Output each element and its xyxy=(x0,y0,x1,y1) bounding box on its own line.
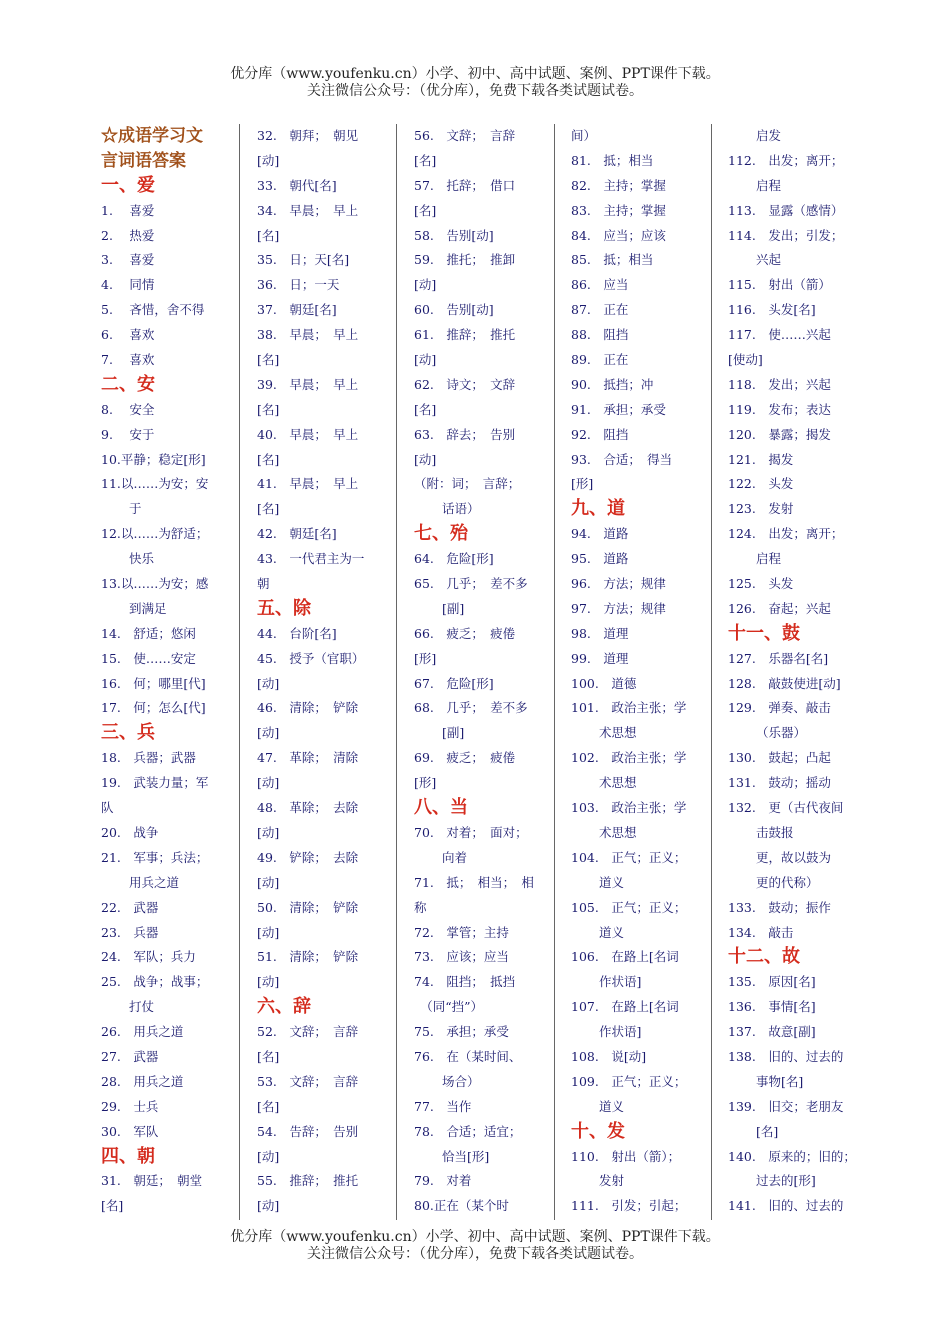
answer-item: 52. 文辞； 言辞 xyxy=(257,1024,359,1040)
answer-item: 朝 xyxy=(257,576,270,592)
answer-item: 63. 辞去； 告别 xyxy=(414,426,516,442)
answer-item: 队 xyxy=(101,800,114,816)
section-heading: 七、殆 xyxy=(414,523,468,545)
answer-item: 59. 推托； 推卸 xyxy=(414,252,516,268)
answer-item: 30. 军队 xyxy=(101,1123,159,1139)
answer-item: 82. 主持；掌握 xyxy=(571,177,666,193)
answer-item: 28. 用兵之道 xyxy=(101,1073,184,1089)
answer-item: 43. 一代君主为一 xyxy=(257,551,365,567)
answer-item-continuation: 术思想 xyxy=(599,725,637,741)
header-line-2: 关注微信公众号：（优分库），免费下载各类试题试卷。 xyxy=(307,83,643,99)
answer-item: [名] xyxy=(257,451,280,467)
answer-item: 134. 敲击 xyxy=(728,924,794,940)
answer-item: 100. 道德 xyxy=(571,675,637,691)
page-footer xyxy=(0,1229,950,1263)
answer-item-continuation: [副] xyxy=(442,725,465,741)
answer-item-continuation: 快乐 xyxy=(129,551,155,567)
answer-item: 45. 授予（官职） xyxy=(257,650,365,666)
answer-item: 108. 说[动] xyxy=(571,1048,647,1064)
answer-item: 102. 政治主张；学 xyxy=(571,750,687,766)
answer-item: 86. 应当 xyxy=(571,277,629,293)
section-heading: 四、朝 xyxy=(101,1145,155,1167)
answer-item: 7. 喜欢 xyxy=(101,352,155,368)
answer-item: [动] xyxy=(257,974,280,990)
section-heading: 三、兵 xyxy=(101,722,155,744)
section-heading: 六、辞 xyxy=(257,996,311,1018)
answer-item: 126. 奋起；兴起 xyxy=(728,600,831,616)
answer-item-continuation: 作状语] xyxy=(599,1024,642,1040)
answer-item: 42. 朝廷[名] xyxy=(257,526,337,542)
answer-item: 80.正在（某个时 xyxy=(414,1198,509,1214)
answer-item-continuation: [名] xyxy=(756,1123,779,1139)
answer-item-continuation: 恰当[形] xyxy=(442,1148,490,1164)
answer-item: [名] xyxy=(257,352,280,368)
answer-item: 26. 用兵之道 xyxy=(101,1024,184,1040)
answer-item: 73. 应该；应当 xyxy=(414,949,509,965)
answer-item: 105. 正气；正义； xyxy=(571,899,687,915)
answer-item: 70. 对着； 面对； xyxy=(414,824,528,840)
answer-item: 62. 诗文； 文辞 xyxy=(414,376,516,392)
section-heading: 五、除 xyxy=(257,597,311,619)
answer-item: [动] xyxy=(257,1198,280,1214)
answer-item: 21. 军事；兵法； xyxy=(101,849,209,865)
answer-item: 11.以……为安；安 xyxy=(101,476,209,492)
answer-item-continuation: 到满足 xyxy=(129,600,167,616)
header-line-1: 优分库（www.youfenku.cn）小学、初中、高中试题、案例、PPT课件下载。 xyxy=(230,66,720,82)
section-heading: 二、安 xyxy=(101,373,155,395)
answer-item: 9. 安于 xyxy=(101,426,155,442)
answer-item: 121. 揭发 xyxy=(728,451,794,467)
answer-item: 113. 显露（感情） xyxy=(728,202,844,218)
document-title: ☆成语学习文 xyxy=(101,126,203,146)
answer-item: 35. 日；天[名] xyxy=(257,252,350,268)
answer-item: 47. 革除； 清除 xyxy=(257,750,359,766)
answer-item: 61. 推辞； 推托 xyxy=(414,327,516,343)
answer-item: [名] xyxy=(257,501,280,517)
answer-column-1 xyxy=(97,124,237,1220)
answer-item-continuation: 发射 xyxy=(599,1173,625,1189)
answer-item-continuation: 事物[名] xyxy=(756,1073,804,1089)
answer-item: 44. 台阶[名] xyxy=(257,625,337,641)
answer-item: [动] xyxy=(257,775,280,791)
answer-item: 66. 疲乏； 疲倦 xyxy=(414,625,516,641)
answer-item: 称 xyxy=(414,899,427,915)
answer-item: 65. 几乎； 差不多 xyxy=(414,576,528,592)
answer-item: 97. 方法；规律 xyxy=(571,600,666,616)
answer-item: 74. 阻挡； 抵挡 xyxy=(414,974,516,990)
answer-item: 14. 舒适；悠闲 xyxy=(101,625,196,641)
answer-item: 103. 政治主张；学 xyxy=(571,800,687,816)
answer-item: 8. 安全 xyxy=(101,401,155,417)
answer-item: 116. 头发[名] xyxy=(728,302,816,318)
answer-item: 124. 出发；离开； xyxy=(728,526,844,542)
answer-item: 46. 清除； 铲除 xyxy=(257,700,359,716)
answer-item: [形] xyxy=(414,775,437,791)
answer-item-continuation: 术思想 xyxy=(599,775,637,791)
answer-item-continuation: 术思想 xyxy=(599,824,637,840)
answer-item: 49. 铲除； 去除 xyxy=(257,849,359,865)
answer-item-continuation: 启程 xyxy=(756,551,782,567)
answer-item: [动] xyxy=(414,451,437,467)
answer-item: 87. 正在 xyxy=(571,302,629,318)
answer-item: 90. 抵挡；冲 xyxy=(571,376,654,392)
answer-item: 38. 早晨； 早上 xyxy=(257,327,359,343)
answer-item: 76. 在（某时间、 xyxy=(414,1048,522,1064)
answer-item: 122. 头发 xyxy=(728,476,794,492)
answer-item: 93. 合适； 得当 xyxy=(571,451,673,467)
section-heading: 十、发 xyxy=(571,1120,625,1142)
answer-item: 91. 承担；承受 xyxy=(571,401,666,417)
answer-item: [动] xyxy=(257,152,280,168)
answer-item: 4. 同情 xyxy=(101,277,155,293)
answer-item: 68. 几乎； 差不多 xyxy=(414,700,528,716)
answer-item: 51. 清除； 铲除 xyxy=(257,949,359,965)
answer-item-continuation: 启发 xyxy=(756,128,782,143)
answer-item: 104. 正气；正义； xyxy=(571,849,687,865)
answer-item-continuation: 道义 xyxy=(599,874,625,890)
answer-item: 13.以……为安；感 xyxy=(101,576,209,592)
answer-item: 131. 鼓动；摇动 xyxy=(728,775,831,791)
answer-item: [名] xyxy=(414,401,437,417)
answer-item: 15. 使……安定 xyxy=(101,650,196,666)
answer-item-continuation: 于 xyxy=(129,501,142,517)
answer-item-continuation: 兴起 xyxy=(756,252,782,268)
answer-item: 55. 推辞； 推托 xyxy=(257,1173,359,1189)
answer-item: 24. 军队；兵力 xyxy=(101,949,196,965)
answer-item: 72. 掌管；主持 xyxy=(414,924,509,940)
answer-item: 18. 兵器；武器 xyxy=(101,750,196,766)
answer-item: 78. 合适；适宜； xyxy=(414,1123,522,1139)
answer-item-continuation: （乐器） xyxy=(756,725,807,741)
section-heading: 十一、鼓 xyxy=(728,622,800,644)
answer-item-continuation: 道义 xyxy=(599,924,625,940)
answer-item: [名] xyxy=(414,152,437,168)
answer-item: [动] xyxy=(414,352,437,368)
answer-item: 25. 战争；战事； xyxy=(101,974,209,990)
answer-item: 139. 旧交；老朋友 xyxy=(728,1098,844,1114)
answer-item: 37. 朝廷[名] xyxy=(257,302,337,318)
answer-item: 110. 射出（箭）； xyxy=(571,1148,681,1164)
answer-item: 17. 何；怎么[代] xyxy=(101,700,206,716)
answer-item: [名] xyxy=(257,401,280,417)
answer-item: 96. 方法；规律 xyxy=(571,576,666,592)
answer-item: （附：词； 言辞； xyxy=(414,476,521,492)
answer-item: 119. 发布；表达 xyxy=(728,401,831,417)
answer-item: 69. 疲乏； 疲倦 xyxy=(414,750,516,766)
answer-item: 129. 弹奏、敲击 xyxy=(728,700,831,716)
answer-item: 101. 政治主张；学 xyxy=(571,700,687,716)
answer-item: 57. 托辞； 借口 xyxy=(414,177,516,193)
answer-item: 120. 暴露；揭发 xyxy=(728,426,831,442)
answer-item: 118. 发出；兴起 xyxy=(728,376,831,392)
answer-item: [形] xyxy=(571,476,594,492)
answer-item: 140. 原来的；旧的； xyxy=(728,1148,856,1164)
answer-item-continuation: 话语） xyxy=(442,501,480,517)
answer-item: 1. 喜爱 xyxy=(101,202,155,218)
answer-column-5 xyxy=(711,124,863,1220)
answer-item: 64. 危险[形] xyxy=(414,551,494,567)
answer-item: 32. 朝拜； 朝见 xyxy=(257,128,359,143)
answer-item: 67. 危险[形] xyxy=(414,675,494,691)
answer-item: 75. 承担；承受 xyxy=(414,1024,509,1040)
answer-item: 22. 武器 xyxy=(101,899,159,915)
answer-item: [使动] xyxy=(728,352,763,368)
answer-item-continuation: 击鼓报 xyxy=(756,824,794,840)
answer-item: 20. 战争 xyxy=(101,824,159,840)
answer-item: 60. 告别[动] xyxy=(414,302,494,318)
answer-item: 23. 兵器 xyxy=(101,924,159,940)
answer-item: 12.以……为舒适； xyxy=(101,526,209,542)
answer-item: 40. 早晨； 早上 xyxy=(257,426,359,442)
answer-item: [动] xyxy=(257,924,280,940)
answer-item: 34. 早晨； 早上 xyxy=(257,202,359,218)
answer-item: 132. 更（古代夜间 xyxy=(728,800,844,816)
answer-item: 10.平静；稳定[形] xyxy=(101,451,206,467)
answer-item: 2. 热爱 xyxy=(101,227,155,243)
answer-item-continuation: 道义 xyxy=(599,1098,625,1114)
answer-item: 50. 清除； 铲除 xyxy=(257,899,359,915)
answer-item: 111. 引发；引起； xyxy=(571,1198,687,1214)
footer-line-1: 优分库（www.youfenku.cn）小学、初中、高中试题、案例、PPT课件下载。 xyxy=(230,1229,720,1245)
answer-item: 41. 早晨； 早上 xyxy=(257,476,359,492)
answer-item: 114. 发出；引发； xyxy=(728,227,844,243)
answer-item: 83. 主持；掌握 xyxy=(571,202,666,218)
answer-item: 间） xyxy=(571,128,597,143)
answer-item: 130. 鼓起；凸起 xyxy=(728,750,831,766)
answer-item: 58. 告别[动] xyxy=(414,227,494,243)
document-title: 言词语答案 xyxy=(101,150,186,171)
answer-item: 31. 朝廷； 朝堂 xyxy=(101,1173,203,1189)
answer-item: 85. 抵；相当 xyxy=(571,252,654,268)
answer-item-continuation: 启程 xyxy=(756,177,782,193)
answer-item: 135. 原因[名] xyxy=(728,974,816,990)
answer-item: 137. 故意[副] xyxy=(728,1024,816,1040)
answer-item: 128. 敲鼓使进[动] xyxy=(728,675,841,691)
answer-item: 89. 正在 xyxy=(571,352,629,368)
answer-item: 94. 道路 xyxy=(571,526,629,542)
section-heading: 十二、故 xyxy=(728,946,800,968)
answer-item: 54. 告辞； 告别 xyxy=(257,1123,359,1139)
answer-item: [名] xyxy=(414,202,437,218)
answer-item: 81. 抵；相当 xyxy=(571,152,654,168)
answer-item-continuation: 用兵之道 xyxy=(129,874,180,890)
answer-item: 88. 阻挡 xyxy=(571,327,629,343)
answer-column-4 xyxy=(554,124,710,1220)
answer-item: 125. 头发 xyxy=(728,576,794,592)
answer-column-2 xyxy=(239,124,393,1220)
answer-item: 56. 文辞； 言辞 xyxy=(414,128,516,143)
answer-item-continuation: 过去的[形] xyxy=(756,1173,816,1189)
section-heading: 九、道 xyxy=(571,498,625,520)
answer-item: [形] xyxy=(414,650,437,666)
answer-item-continuation: 场合） xyxy=(442,1073,480,1089)
answer-item: [名] xyxy=(257,227,280,243)
answer-item: 84. 应当；应该 xyxy=(571,227,666,243)
page-header xyxy=(0,66,950,100)
answer-column-3 xyxy=(396,124,552,1220)
answer-item: 19. 武装力量；军 xyxy=(101,775,209,791)
answer-item: 99. 道理 xyxy=(571,650,629,666)
answer-item: [动] xyxy=(257,824,280,840)
answer-item: 39. 早晨； 早上 xyxy=(257,376,359,392)
answer-item: 106. 在路上[名词 xyxy=(571,949,679,965)
answer-item: 95. 道路 xyxy=(571,551,629,567)
answer-item: 48. 革除； 去除 xyxy=(257,800,359,816)
answer-item: 136. 事情[名] xyxy=(728,999,816,1015)
answer-item: （同“挡”） xyxy=(414,999,484,1015)
answer-item-continuation: 更的代称） xyxy=(756,874,819,890)
answer-item: 77. 当作 xyxy=(414,1098,472,1114)
answer-item: [名] xyxy=(101,1198,124,1214)
answer-item: 107. 在路上[名词 xyxy=(571,999,679,1015)
answer-item: [动] xyxy=(257,1148,280,1164)
answer-item: [动] xyxy=(257,725,280,741)
answer-item: [动] xyxy=(414,277,437,293)
answer-item: 36. 日；一天 xyxy=(257,277,340,293)
answer-item: 98. 道理 xyxy=(571,625,629,641)
answer-item: 53. 文辞； 言辞 xyxy=(257,1073,359,1089)
answer-item: 27. 武器 xyxy=(101,1048,159,1064)
answer-item: 29. 士兵 xyxy=(101,1098,159,1114)
answer-item-continuation: 打仗 xyxy=(129,999,155,1015)
answer-item: [动] xyxy=(257,675,280,691)
answer-item-continuation: 作状语] xyxy=(599,974,642,990)
answer-item: 16. 何；哪里[代] xyxy=(101,675,206,691)
answer-item: 115. 射出（箭） xyxy=(728,277,831,293)
answer-item: 5. 吝惜，舍不得 xyxy=(101,302,205,318)
answer-item: 112. 出发；离开； xyxy=(728,152,844,168)
answer-item: 79. 对着 xyxy=(414,1173,472,1189)
answer-item: 109. 正气；正义； xyxy=(571,1073,687,1089)
answer-item: 92. 阻挡 xyxy=(571,426,629,442)
section-heading: 八、当 xyxy=(414,797,468,819)
answer-item: 138. 旧的、过去的 xyxy=(728,1048,844,1064)
answer-item: 117. 使……兴起 xyxy=(728,327,831,343)
answer-item: 71. 抵； 相当； 相 xyxy=(414,874,534,890)
section-heading: 一、爱 xyxy=(101,174,155,196)
answer-item: 123. 发射 xyxy=(728,501,794,517)
answer-item: 133. 鼓动；振作 xyxy=(728,899,831,915)
footer-line-2: 关注微信公众号：（优分库），免费下载各类试题试卷。 xyxy=(307,1246,643,1262)
answer-item-continuation: 更，故以鼓为 xyxy=(756,849,832,865)
answer-item: [动] xyxy=(257,874,280,890)
answer-item-continuation: [副] xyxy=(442,600,465,616)
answer-item: 3. 喜爱 xyxy=(101,252,155,268)
answer-item: [名] xyxy=(257,1048,280,1064)
answer-item: 127. 乐器名[名] xyxy=(728,650,829,666)
answer-item: 6. 喜欢 xyxy=(101,327,155,343)
answer-item: 33. 朝代[名] xyxy=(257,177,337,193)
answer-item: [名] xyxy=(257,1098,280,1114)
answer-item-continuation: 向着 xyxy=(442,849,468,865)
answer-item: 141. 旧的、过去的 xyxy=(728,1198,844,1214)
